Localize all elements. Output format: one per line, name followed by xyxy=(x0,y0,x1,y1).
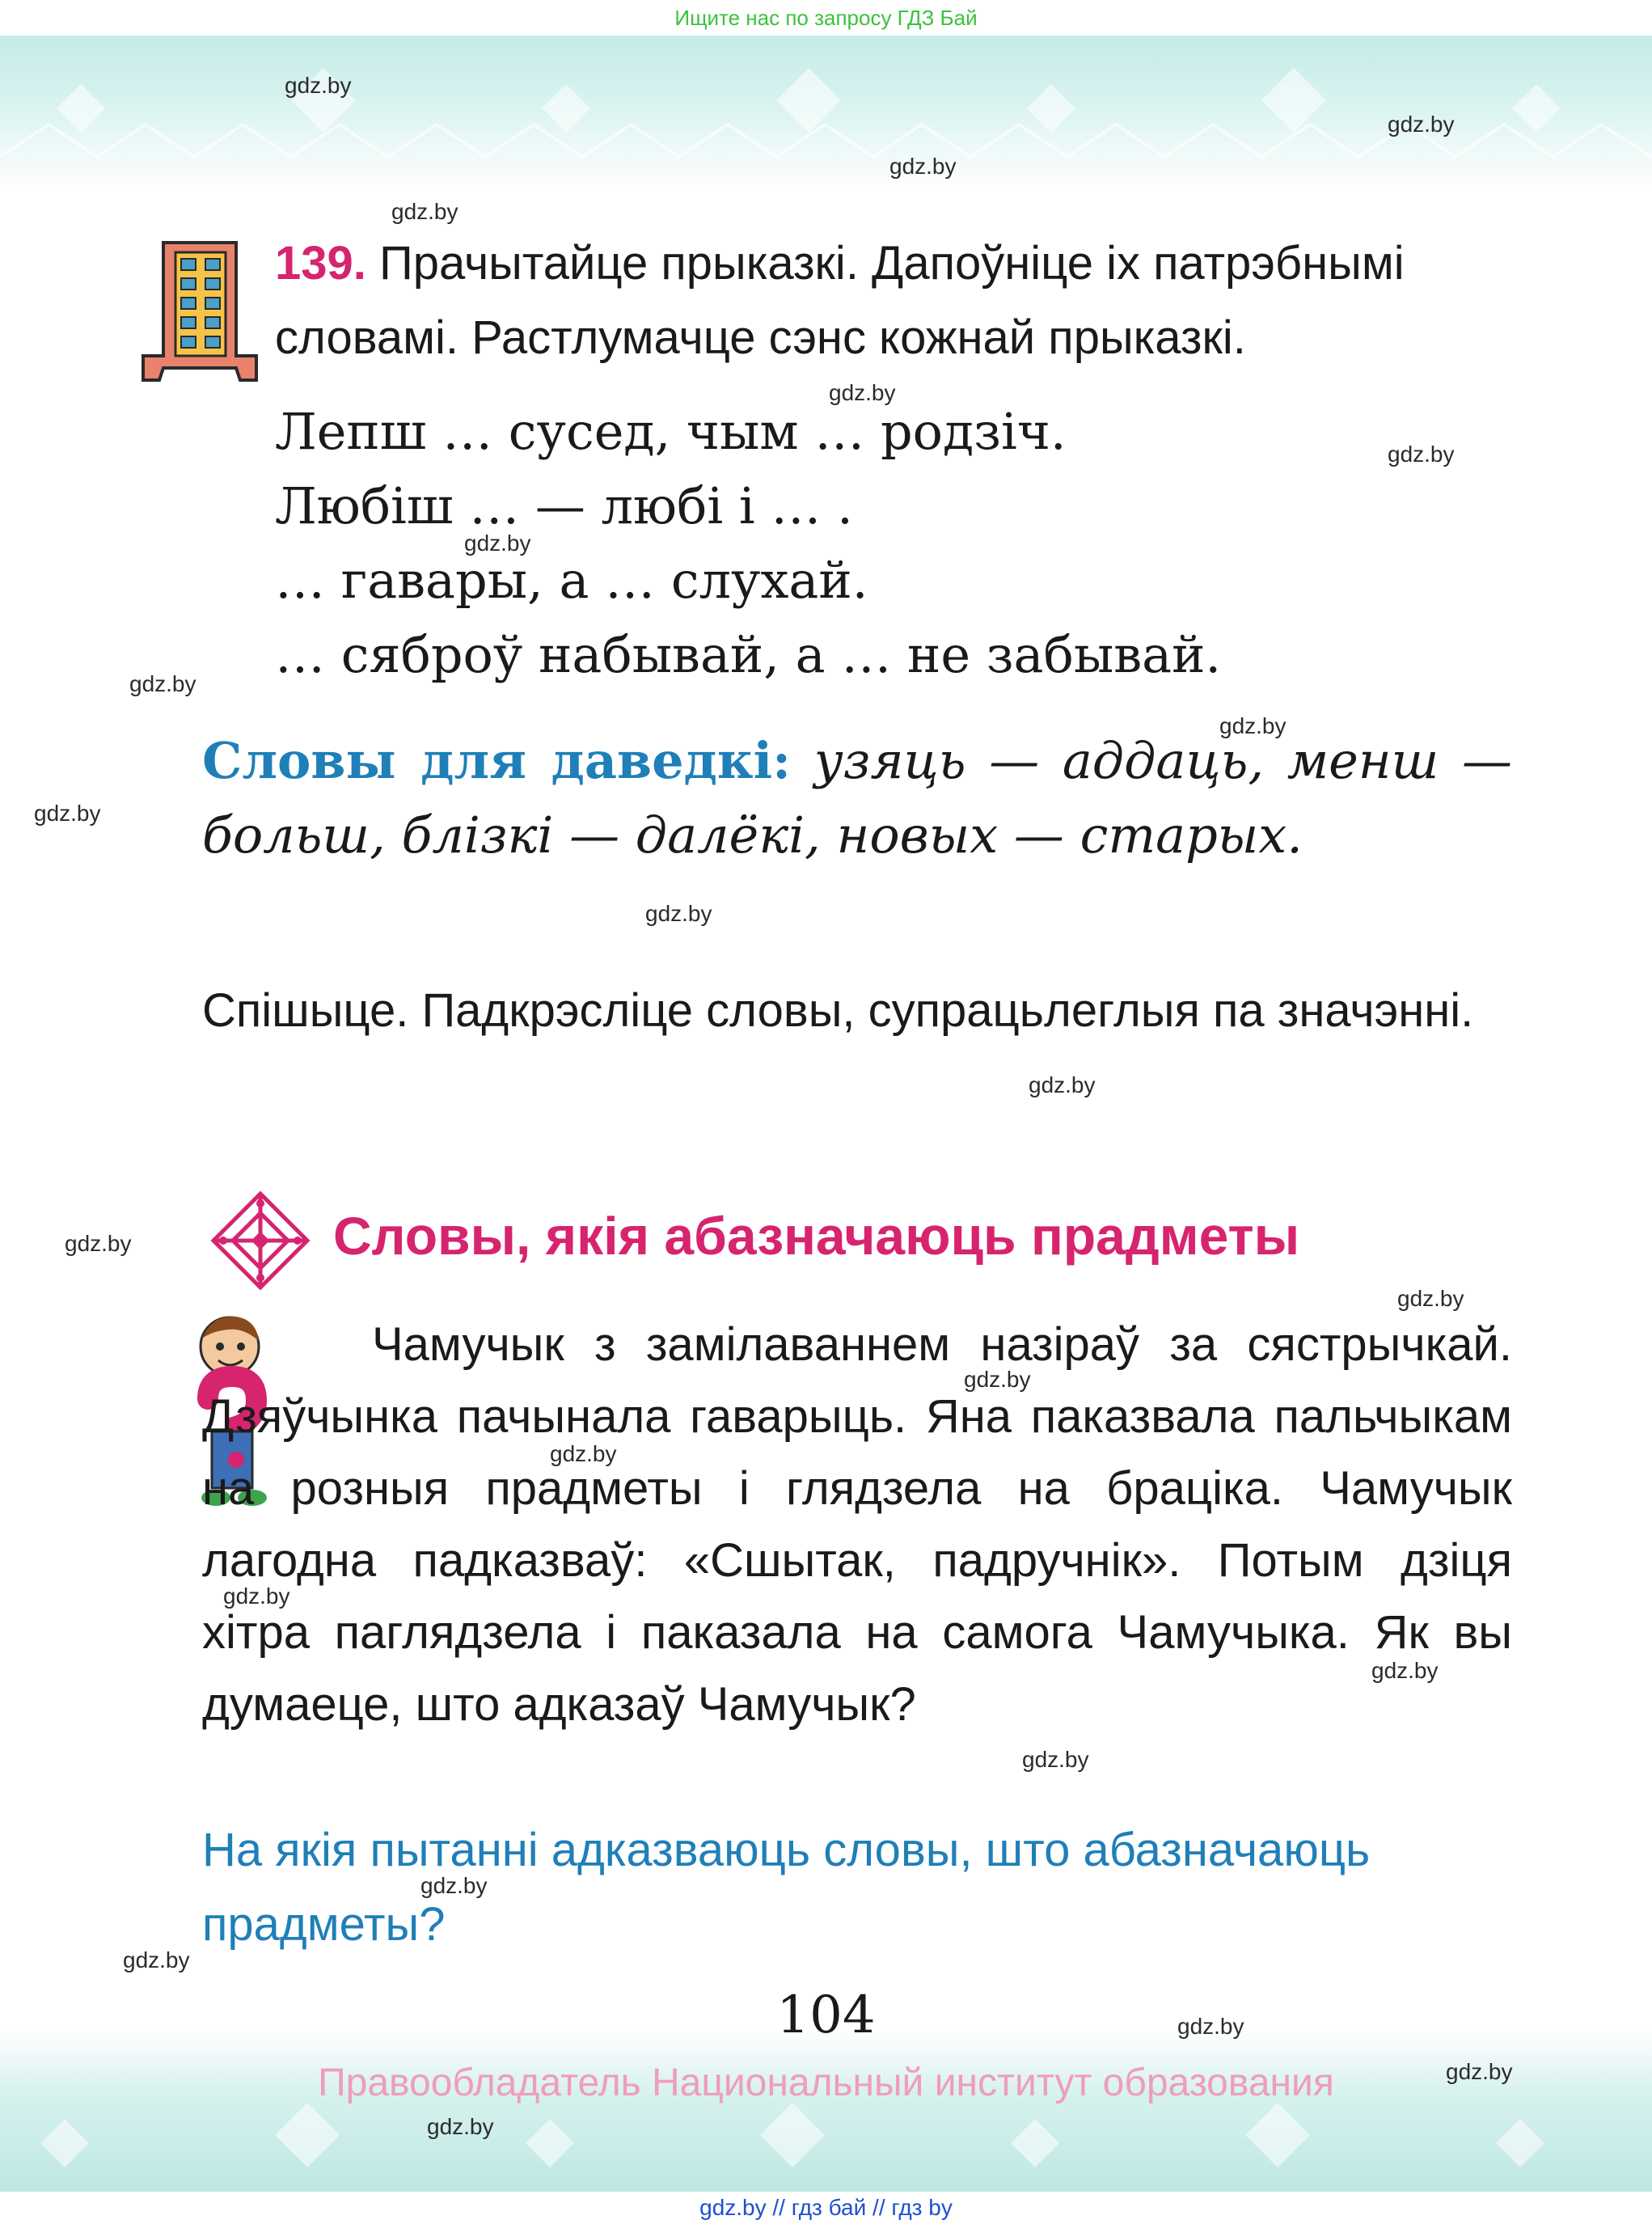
proverb-line: … сяброў набывай, а … не забывай. xyxy=(275,625,1222,684)
watermark: gdz.by xyxy=(1371,1658,1439,1683)
watermark: gdz.by xyxy=(223,1583,290,1609)
reference-words-list: узяць — аддаць, менш — больш, блізкі — далёкі, новых — старых. xyxy=(202,731,1513,865)
reference-label: Словы для даведкі: xyxy=(202,731,792,790)
reference-words xyxy=(202,724,1512,873)
story-body: Чамучык з замілаваннем назіраў за сястрычкай. Дзяўчынка пачынала гаварыць. Яна паказвала пальчыкам на розныя прадметы і глядзела на брацiка. Чамучык лагодна падказваў: «Сшытак, падручнік». Потым дзіця хітра паглядзела і паказала на самога Чамучыка. Як вы думаеце, што адказаў Чамучык? xyxy=(202,1318,1512,1731)
page-number: 104 xyxy=(776,1985,876,2045)
watermark: gdz.by xyxy=(391,199,458,224)
watermark: gdz.by xyxy=(1029,1072,1096,1097)
watermark: gdz.by xyxy=(889,154,957,179)
watermark: gdz.by xyxy=(829,380,896,405)
drop-cap-letter-icon xyxy=(139,235,262,384)
watermark: gdz.by xyxy=(1388,112,1455,137)
task-number: 139. xyxy=(275,237,366,290)
watermark: gdz.by xyxy=(420,1873,488,1898)
watermark: gdz.by xyxy=(1219,713,1287,738)
watermark: gdz.by xyxy=(1022,1747,1089,1772)
watermark: gdz.by xyxy=(1446,2059,1513,2084)
watermark: gdz.by xyxy=(123,1947,190,1972)
watermark: gdz.by xyxy=(964,1367,1031,1392)
watermark: gdz.by xyxy=(1397,1286,1464,1311)
ornament-icon xyxy=(209,1189,312,1292)
task-139 xyxy=(275,226,1512,375)
proverb-line: Любіш … — любі і … . xyxy=(275,476,853,535)
footer-ornament-band xyxy=(0,2030,1652,2192)
footer-ornament xyxy=(0,2030,1652,2192)
watermark: gdz.by xyxy=(1388,442,1455,467)
question-text: На якія пытанні адказваюць словы, што абазначаюць прадметы? xyxy=(202,1824,1371,1951)
copy-instruction: Спішыце. Падкрэсліце словы, супрацьлеглыя па значэнні. xyxy=(202,984,1474,1037)
watermark: gdz.by xyxy=(34,801,101,826)
watermark: gdz.by xyxy=(645,901,712,926)
watermark: gdz.by xyxy=(427,2114,494,2139)
proverb-line: Лепш … сусед, чым … родзіч. xyxy=(275,402,1067,461)
watermark: gdz.by xyxy=(129,671,196,696)
watermark: gdz.by xyxy=(65,1231,132,1256)
watermark: gdz.by xyxy=(1177,2014,1244,2039)
watermark: gdz.by xyxy=(550,1441,617,1466)
rights-holder: Правообладатель Национальный институт образования xyxy=(318,2061,1334,2104)
proverbs-list xyxy=(275,395,1512,692)
top-banner: Ищите нас по запросу ГДЗ Бай xyxy=(674,6,978,30)
watermark: gdz.by xyxy=(285,73,352,98)
watermark: gdz.by xyxy=(464,531,531,556)
proverb-line: … гавары, а … слухай. xyxy=(275,551,868,610)
bottom-links: gdz.by // гдз бай // гдз by xyxy=(699,2195,953,2220)
task-instruction: Прачытайце прыказкі. Дапоўніце іх патрэбнымі словамі. Растлумачце сэнс кожнай прыказкі. xyxy=(275,237,1405,364)
story-text xyxy=(202,1309,1512,1740)
section-title: Словы, якія абазначаюць прадметы xyxy=(333,1206,1300,1266)
